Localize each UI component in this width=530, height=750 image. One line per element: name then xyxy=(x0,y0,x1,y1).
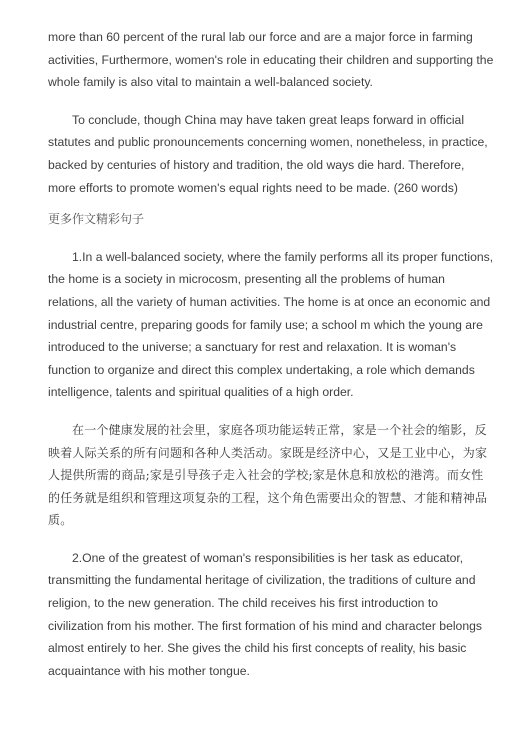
paragraph-women-role: more than 60 percent of the rural lab our force and are a major force in farming activities, Furthermore, women's role in educating their children and supporting the whole family is also vital to maintain a well-balanced society. xyxy=(48,30,494,90)
sentence-2-english: 2.One of the greatest of woman's responsibilities is her task as educator, transmitting the fundamental heritage of civilization, the traditions of culture and religion, to the new generation. The child receives his first introduction to civilization from his mother. The first formation of his mind and character belongs almost entirely to her. She gives the child his first concepts of reality, his basic acquaintance with his mother tongue. xyxy=(48,550,482,678)
section-heading: 更多作文精彩句子 xyxy=(48,212,145,227)
sentence-1-chinese: 在一个健康发展的社会里，家庭各项功能运转正常，家是一个社会的缩影，反映着人际关系的所有问题和各种人类活动。家既是经济中心，又是工业中心，为家人提供所需的商品;家是引导孩子走入社会的学校;家是休息和放松的港湾。而女性的任务就是组织和管理这项复杂的工程，这个角色需要出众的智慧、才能和精神品质。 xyxy=(48,422,488,528)
text-column xyxy=(48,26,494,682)
paragraph-conclusion: To conclude, though China may have taken great leaps forward in official statutes and public pronouncements concerning women, nonetheless, in practice, backed by centuries of history and tradition, the old ways die hard. Therefore, more efforts to promote women's equal rights need to be made. (260 words) xyxy=(48,112,488,195)
sentence-1-english: 1.In a well-balanced society, where the family performs all its proper functions, the home is a society in microcosm, presenting all the problems of human relations, all the variety of human activities. The home is at once an economic and industrial centre, preparing goods for family use; a school m which the young are introduced to the universe; a sanctuary for rest and relaxation. It is woman's function to organize and direct this complex undertaking, a role which demands intelligence, talents and spiritual qualities of a high order. xyxy=(48,249,494,400)
